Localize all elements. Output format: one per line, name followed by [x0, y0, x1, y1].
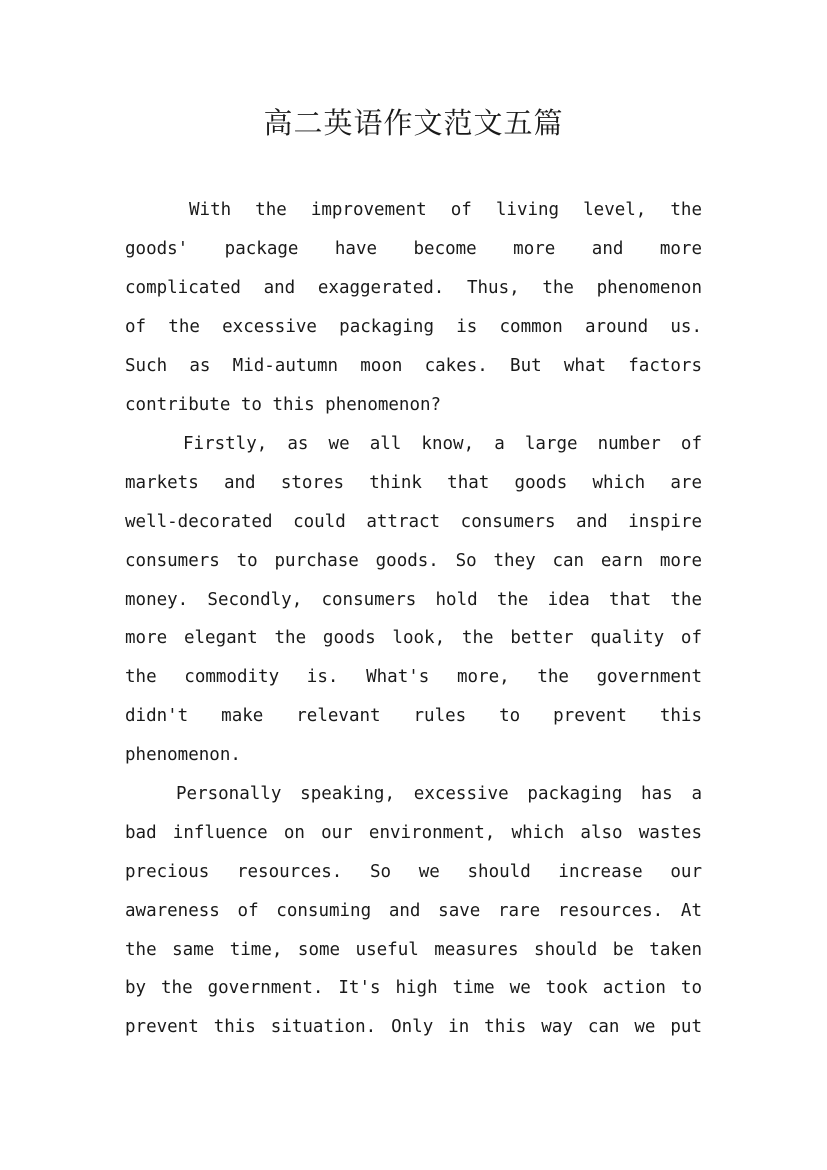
paragraph-1-line-3: complicated and exaggerated. Thus, the phenomenon: [125, 278, 702, 298]
paragraph-2-line-7: the commodity is. What's more, the government: [125, 667, 702, 687]
paragraph-3-line-5: the same time, some useful measures should be taken: [125, 940, 702, 960]
paragraph-3-line-2: bad influence on our environment, which also wastes: [125, 823, 702, 843]
paragraph-2-line-8: didn't make relevant rules to prevent this: [125, 706, 702, 726]
paragraph-1-line-1: With the improvement of living level, the: [189, 200, 702, 220]
paragraph-3-line-6: by the government. It's high time we took action to: [125, 978, 702, 998]
paragraph-2-line-4: consumers to purchase goods. So they can earn more: [125, 551, 702, 571]
paragraph-2-line-2: markets and stores think that goods which are: [125, 473, 702, 493]
paragraph-3-line-4: awareness of consuming and save rare resources. At: [125, 901, 702, 921]
document-title: 高二英语作文范文五篇: [263, 106, 564, 140]
paragraph-3-line-7: prevent this situation. Only in this way can we put: [125, 1017, 702, 1037]
paragraph-2-line-1: Firstly, as we all know, a large number of: [183, 434, 702, 454]
paragraph-3-line-3: precious resources. So we should increase our: [125, 862, 702, 882]
paragraph-2-line-3: well-decorated could attract consumers and inspire: [125, 512, 702, 532]
paragraph-2-line-5: money. Secondly, consumers hold the idea that the: [125, 590, 702, 610]
paragraph-1-line-2: goods' package have become more and more: [125, 239, 702, 259]
paragraph-1-line-5: Such as Mid-autumn moon cakes. But what factors: [125, 356, 702, 376]
paragraph-1-line-6: contribute to this phenomenon?: [125, 395, 442, 415]
paragraph-2-line-9: phenomenon.: [125, 745, 241, 765]
paragraph-3-line-1: Personally speaking, excessive packaging has a: [176, 784, 702, 804]
paragraph-2-line-6: more elegant the goods look, the better quality of: [125, 628, 702, 648]
paragraph-1-line-4: of the excessive packaging is common around us.: [125, 317, 702, 337]
